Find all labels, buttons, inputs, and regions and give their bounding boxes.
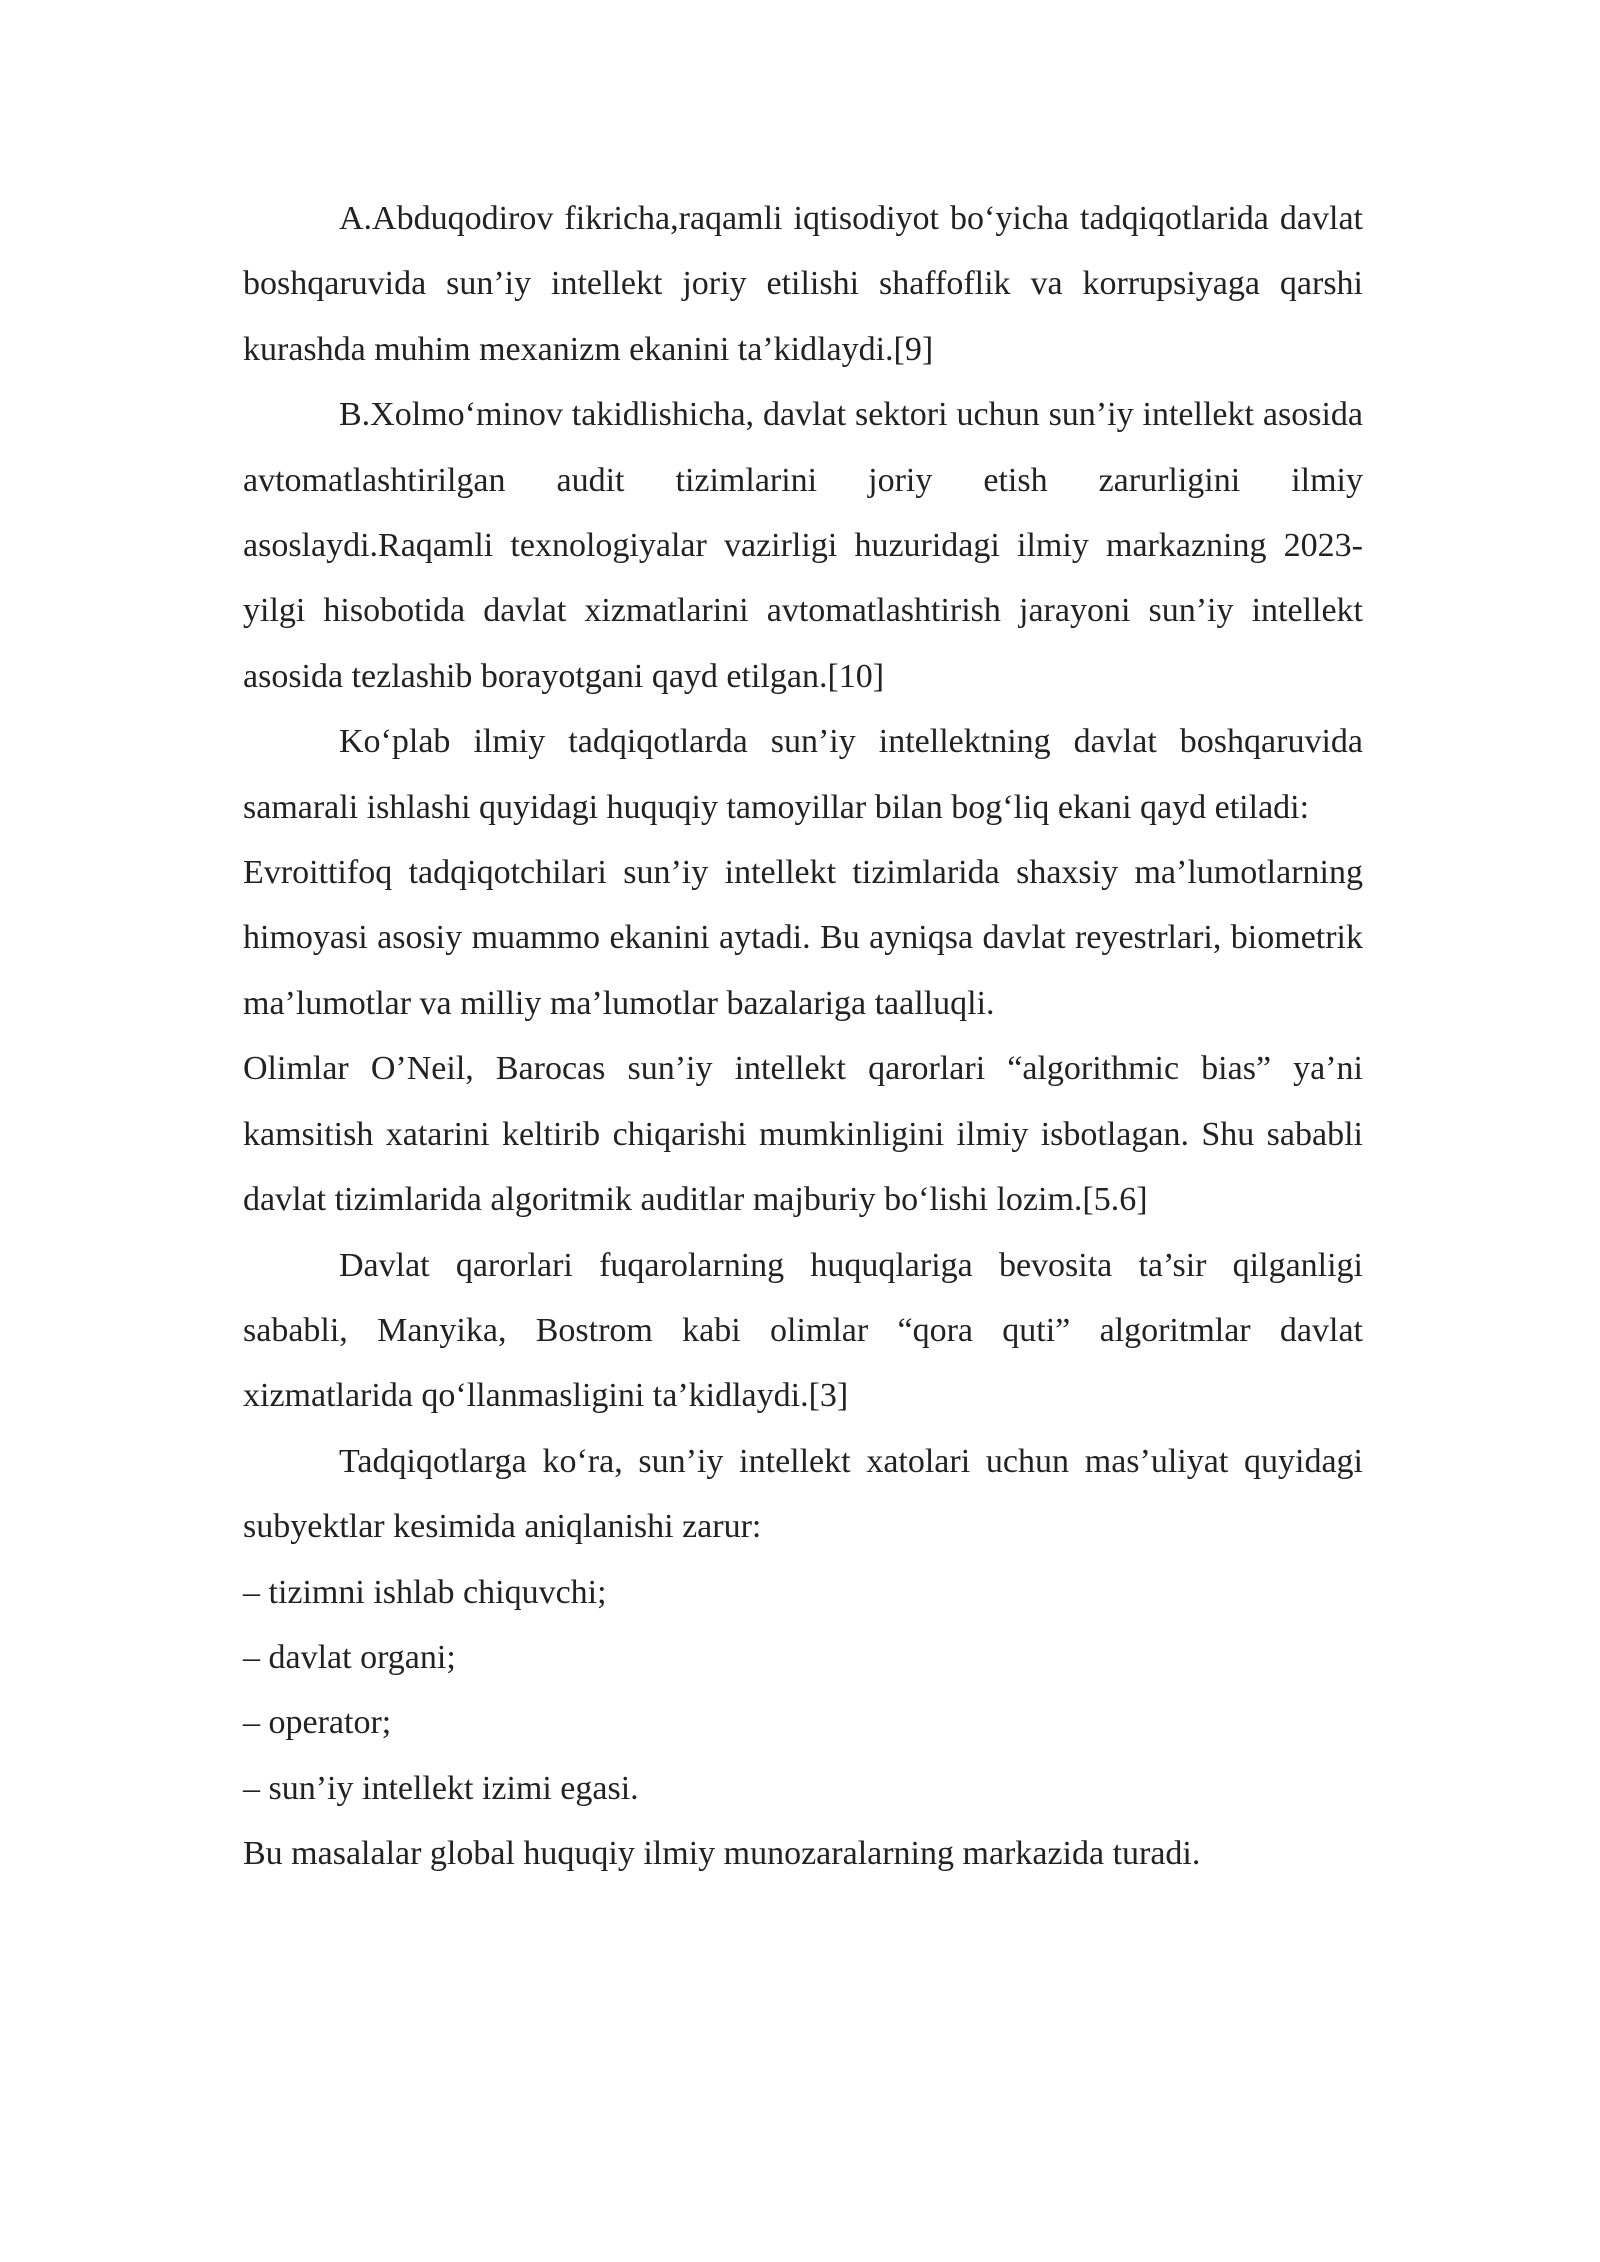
paragraph-principles-intro: Ko‘plab ilmiy tadqiqotlarda sun’iy intellektning davlat boshqaruvida samarali ishlashi quyidagi huquqiy tamoyillar bilan bog‘liq ekani qayd etiladi: — [243, 723, 1363, 826]
list-item: – tizimni ishlab chiquvchi; — [243, 1573, 607, 1611]
list-item: – davlat organi; — [243, 1638, 456, 1676]
document-page — [243, 186, 1363, 1887]
paragraph-responsibility: Tadqiqotlarga ko‘ra, sun’iy intellekt xatolari uchun mas’uliyat quyidagi subyektlar kesimida aniqlanishi zarur: — [243, 1442, 1363, 1546]
paragraph-closing: Bu masalalar global huquqiy ilmiy munozaralarning markazida turadi. — [243, 1835, 1201, 1873]
paragraph-algorithmic-bias: Olimlar O’Neil, Barocas sun’iy intellekt qarorlari “algorithmic bias” ya’ni kamsitish xatarini keltirib chiqarishi mumkinligini ilmiy isbotlagan. Shu sababli davlat tizimlarida algoritmik auditlar majburiy bo‘lishi lozim.[5.6] — [243, 1050, 1363, 1219]
paragraph-xolmominov: B.Xolmo‘minov takidlishicha, davlat sektori uchun sun’iy intellekt asosida avtomatlashtirilgan audit tizimlarini joriy etish zarurligini ilmiy asoslaydi.Raqamli texnologiyalar vazirligi huzuridagi ilmiy markazning 2023-yilgi hisobotida davlat xizmatlarini avtomatlashtirish jarayoni sun’iy intellekt asosida tezlashib borayotgani qayd etilgan.[10] — [243, 396, 1363, 695]
paragraph-eu-researchers: Evroittifoq tadqiqotchilari sun’iy intellekt tizimlarida shaxsiy ma’lumotlarning himoyasi asosiy muammo ekanini aytadi. Bu ayniqsa davlat reyestrlari, biometrik ma’lumotlar va milliy ma’lumotlar bazalariga taalluqli. — [243, 854, 1363, 1022]
list-item: – sun’iy intellekt izimi egasi. — [243, 1769, 639, 1807]
responsibility-list — [243, 1560, 1363, 1822]
list-item: – operator; — [243, 1704, 392, 1742]
paragraph-abduqodirov: A.Abduqodirov fikricha,raqamli iqtisodiyot bo‘yicha tadqiqotlarida davlat boshqaruvida sun’iy intellekt joriy etilishi shaffoflik va korrupsiyaga qarshi kurashda muhim mexanizm ekanini ta’kidlaydi.[9] — [243, 200, 1363, 368]
paragraph-black-box: Davlat qarorlari fuqarolarning huquqlariga bevosita ta’sir qilganligi sababli, Manyika, Bostrom kabi olimlar “qora quti” algoritmlar davlat xizmatlarida qo‘llanmasligini ta’kidlaydi.[3] — [243, 1246, 1363, 1415]
